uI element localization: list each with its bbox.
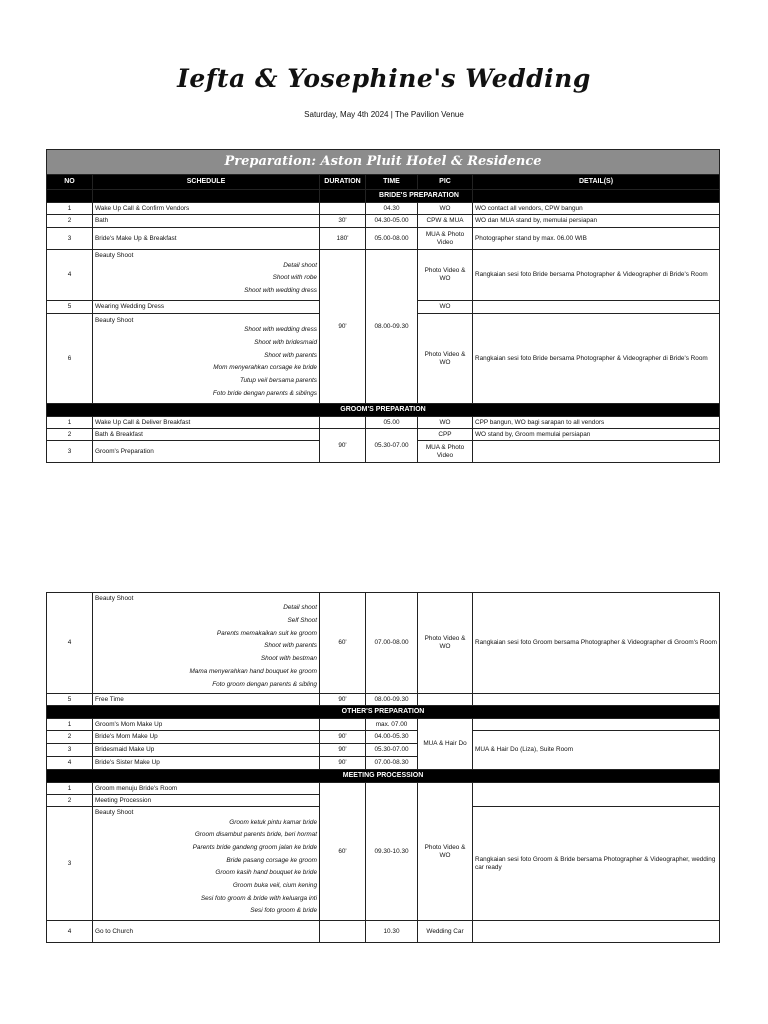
schedule-main: Beauty Shoot xyxy=(95,808,134,816)
table-row xyxy=(47,783,720,795)
row-duration xyxy=(320,203,366,215)
section-title: BRIDE'S PREPARATION xyxy=(366,190,473,203)
row-schedule xyxy=(93,593,320,694)
rundown-table-part-1 xyxy=(46,149,720,463)
row-detail xyxy=(473,694,720,706)
row-duration: 180' xyxy=(320,228,366,250)
row-detail xyxy=(473,301,720,314)
row-schedule: Go to Church xyxy=(93,921,320,943)
row-no: 4 xyxy=(47,593,93,694)
schedule-sub: Mom menyerahkan corsage ke bride xyxy=(213,364,317,372)
row-duration: 90' xyxy=(320,744,366,757)
row-detail xyxy=(473,783,720,807)
row-time: 05.00-08.00 xyxy=(366,228,418,250)
row-pic: WO xyxy=(418,203,473,215)
row-time: 04.30 xyxy=(366,203,418,215)
section-header-bride xyxy=(47,190,720,203)
row-no: 2 xyxy=(47,429,93,441)
section-header-groom xyxy=(47,404,720,417)
row-no: 1 xyxy=(47,783,93,795)
table-row xyxy=(47,719,720,731)
row-detail: WO dan MUA stand by, memulai persiapan xyxy=(473,215,720,228)
col-detail: DETAIL(S) xyxy=(473,175,720,190)
row-pic: MUA & Photo Video xyxy=(418,228,473,250)
schedule-sub: Sesi foto groom & bride xyxy=(250,907,317,915)
venue-banner-text: Preparation: Aston Pluit Hotel & Residence xyxy=(47,150,720,175)
row-duration xyxy=(320,719,366,731)
row-schedule xyxy=(93,807,320,921)
row-time: 05.30-07.00 xyxy=(366,744,418,757)
row-detail: CPP bangun, WO bagi sarapan to all vendors xyxy=(473,417,720,429)
row-pic: WO xyxy=(418,417,473,429)
row-time: 04.00-05.30 xyxy=(366,731,418,744)
section-title: MEETING PROCESSION xyxy=(47,770,720,783)
schedule-sub: Shoot with bridesmaid xyxy=(254,338,317,346)
row-pic: Wedding Car xyxy=(418,921,473,943)
row-duration: 60' xyxy=(320,783,366,921)
row-duration: 90' xyxy=(320,694,366,706)
column-header-row xyxy=(47,175,720,190)
table-row xyxy=(47,921,720,943)
col-schedule: SCHEDULE xyxy=(93,175,320,190)
row-schedule: Free Time xyxy=(93,694,320,706)
row-no: 2 xyxy=(47,215,93,228)
row-no: 3 xyxy=(47,744,93,757)
schedule-sub: Foto bride dengan parents & siblings xyxy=(212,389,317,397)
row-time: 08.00-09.30 xyxy=(366,694,418,706)
section-title: GROOM'S PREPARATION xyxy=(47,404,720,417)
section-title: OTHER'S PREPARATION xyxy=(47,706,720,719)
row-no: 1 xyxy=(47,719,93,731)
row-pic: CPW & MUA xyxy=(418,215,473,228)
row-no: 2 xyxy=(47,731,93,744)
col-duration: DURATION xyxy=(320,175,366,190)
col-pic: PIC xyxy=(418,175,473,190)
row-duration: 30' xyxy=(320,215,366,228)
table-row xyxy=(47,731,720,744)
row-no: 3 xyxy=(47,228,93,250)
row-time: max. 07.00 xyxy=(366,719,418,731)
schedule-sub: Bride pasang corsage ke groom xyxy=(226,856,317,864)
row-no: 3 xyxy=(47,807,93,921)
row-pic: MUA & Photo Video xyxy=(418,441,473,463)
schedule-sub: Shoot with robe xyxy=(272,274,317,282)
venue-banner xyxy=(47,150,720,175)
row-time: 10.30 xyxy=(366,921,418,943)
row-detail: WO stand by, Groom memulai persiapan xyxy=(473,429,720,441)
row-pic: Photo Video & WO xyxy=(418,250,473,301)
row-schedule: Bath xyxy=(93,215,320,228)
section-header-meeting xyxy=(47,770,720,783)
row-schedule: Wake Up Call & Confirm Vendors xyxy=(93,203,320,215)
schedule-sub: Parents memakaikan suit ke groom xyxy=(216,629,317,637)
row-pic: MUA & Hair Do xyxy=(418,719,473,770)
table-row xyxy=(47,228,720,250)
col-no: NO xyxy=(47,175,93,190)
schedule-main: Beauty Shoot xyxy=(95,252,134,260)
row-schedule: Wake Up Call & Deliver Breakfast xyxy=(93,417,320,429)
row-detail: Rangkaian sesi foto Bride bersama Photographer & Videographer di Bride's Room xyxy=(473,314,720,404)
row-duration xyxy=(320,417,366,429)
row-duration: 60' xyxy=(320,593,366,694)
schedule-sub: Detail shoot xyxy=(283,604,317,612)
row-detail: Rangkaian sesi foto Bride bersama Photographer & Videographer di Bride's Room xyxy=(473,250,720,301)
table-row xyxy=(47,203,720,215)
row-no: 3 xyxy=(47,441,93,463)
schedule-sub: Groom disambut parents bride, beri hormat xyxy=(194,831,317,839)
row-schedule: Groom's Mom Make Up xyxy=(93,719,320,731)
table-row xyxy=(47,593,720,694)
schedule-sub: Groom ketuk pintu kamar bride xyxy=(229,818,317,826)
row-duration: 90' xyxy=(320,429,366,463)
row-time: 05.00 xyxy=(366,417,418,429)
row-detail: WO contact all vendors, CPW bangun xyxy=(473,203,720,215)
schedule-sub: Shoot with wedding dress xyxy=(244,326,317,334)
table-row xyxy=(47,215,720,228)
row-detail xyxy=(473,719,720,731)
row-pic: Photo Video & WO xyxy=(418,593,473,694)
schedule-main: Beauty Shoot xyxy=(95,594,134,602)
row-pic: Photo Video & WO xyxy=(418,783,473,921)
row-time: 07.00-08.30 xyxy=(366,757,418,770)
table-row xyxy=(47,694,720,706)
section-header-others xyxy=(47,706,720,719)
schedule-sub: Parents bride gandeng groom jalan ke bride xyxy=(192,843,317,851)
row-detail: Rangkaian sesi foto Groom & Bride bersama Photographer & Videographer, wedding car ready xyxy=(473,807,720,921)
row-detail xyxy=(473,441,720,463)
row-time: 04.30-05.00 xyxy=(366,215,418,228)
row-time: 09.30-10.30 xyxy=(366,783,418,921)
document-subtitle: Saturday, May 4th 2024 | The Pavilion Venue xyxy=(304,110,464,119)
row-no: 4 xyxy=(47,921,93,943)
row-schedule: Wearing Wedding Dress xyxy=(93,301,320,314)
row-schedule: Meeting Procession xyxy=(93,795,320,807)
row-duration: 90' xyxy=(320,250,366,404)
row-duration: 90' xyxy=(320,731,366,744)
row-detail xyxy=(473,921,720,943)
schedule-sub: Shoot with parents xyxy=(264,351,317,359)
row-schedule: Bride's Make Up & Breakfast xyxy=(93,228,320,250)
row-pic: Photo Video & WO xyxy=(418,314,473,404)
row-pic: CPP xyxy=(418,429,473,441)
schedule-sub: Sesi foto groom & bride with keluarga inti xyxy=(200,894,317,902)
row-no: 4 xyxy=(47,250,93,301)
row-no: 6 xyxy=(47,314,93,404)
row-no: 5 xyxy=(47,301,93,314)
row-schedule xyxy=(93,314,320,404)
schedule-sub: Detail shoot xyxy=(283,261,317,269)
row-schedule: Bath & Breakfast xyxy=(93,429,320,441)
row-no: 4 xyxy=(47,757,93,770)
schedule-sub: Shoot with bestman xyxy=(260,655,317,663)
row-duration xyxy=(320,921,366,943)
row-schedule: Groom's Preparation xyxy=(93,441,320,463)
table-row xyxy=(47,417,720,429)
row-schedule: Groom menuju Bride's Room xyxy=(93,783,320,795)
schedule-main: Beauty Shoot xyxy=(95,316,134,324)
document-title: Iefta & Yosephine's Wedding xyxy=(177,64,591,93)
row-detail: MUA & Hair Do (Liza), Suite Room xyxy=(473,731,720,770)
row-no: 1 xyxy=(47,417,93,429)
row-time: 05.30-07.00 xyxy=(366,429,418,463)
row-schedule: Bride's Mom Make Up xyxy=(93,731,320,744)
row-detail: Photographer stand by max. 06.00 WIB xyxy=(473,228,720,250)
schedule-sub: Groom buka veil, cium kening xyxy=(232,882,317,890)
schedule-sub: Mama menyerahkan hand bouquet ke groom xyxy=(189,667,317,675)
row-schedule: Bridesmaid Make Up xyxy=(93,744,320,757)
schedule-sub: Tutup veil bersama parents xyxy=(240,377,317,385)
row-time: 07.00-08.00 xyxy=(366,593,418,694)
schedule-sub: Groom kasih hand bouquet ke bride xyxy=(215,869,317,877)
row-pic: WO xyxy=(418,301,473,314)
rundown-table-part-2 xyxy=(46,592,720,943)
row-time: 08.00-09.30 xyxy=(366,250,418,404)
table-row xyxy=(47,429,720,441)
row-schedule xyxy=(93,250,320,301)
col-time: TIME xyxy=(366,175,418,190)
table-row xyxy=(47,250,720,301)
schedule-sub: Shoot with parents xyxy=(264,642,317,650)
row-schedule: Bride's Sister Make Up xyxy=(93,757,320,770)
schedule-sub: Foto groom dengan parents & sibling xyxy=(212,680,317,688)
row-no: 2 xyxy=(47,795,93,807)
row-no: 5 xyxy=(47,694,93,706)
row-duration: 90' xyxy=(320,757,366,770)
row-pic xyxy=(418,694,473,706)
row-detail: Rangkaian sesi foto Groom bersama Photographer & Videographer di Groom's Room xyxy=(473,593,720,694)
row-no: 1 xyxy=(47,203,93,215)
schedule-sub: Shoot with wedding dress xyxy=(244,287,317,295)
schedule-sub: Self Shoot xyxy=(287,617,317,625)
